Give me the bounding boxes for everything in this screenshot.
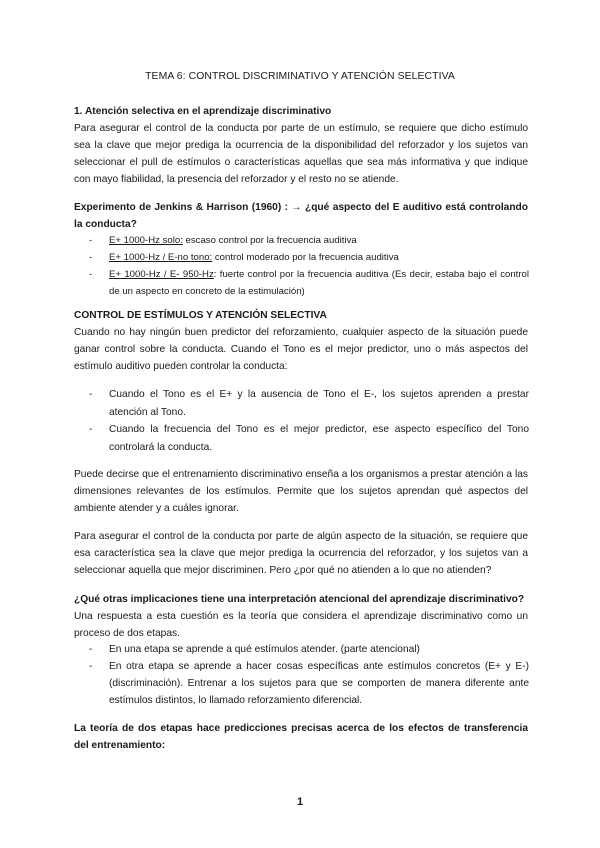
section2-heading: CONTROL DE ESTÍMULOS Y ATENCIÓN SELECTIVA <box>74 310 327 321</box>
condition-label: E+ 1000-Hz solo: <box>109 235 183 246</box>
section2-list <box>89 386 529 456</box>
section1-heading: 1. Atención selectiva en el aprendizaje discriminativo <box>74 106 332 117</box>
section2-paragraph2: Puede decirse que el entrenamiento discriminativo enseña a los organismos a prestar atención a las dimensiones relevantes de los estímulos. Permite que los sujetos aprendan qué aspectos del ambiente atender y a cuáles ignorar. <box>74 469 528 514</box>
page-title: TEMA 6: CONTROL DISCRIMINATIVO Y ATENCIÓN SELECTIVA <box>145 71 455 82</box>
section1-paragraph: Para asegurar el control de la conducta por parte de un estímulo, se requiere que dicho estímulo sea la clave que mejor prediga la ocurrencia de la disponibilidad del reforzador y los sujetos van seleccionar el pull de estímulos o características aquellas que sea más informativa y que indique con mayo fiabilidad, la presencia del reforzador y el resto no se atiende. <box>74 123 528 185</box>
list-item: - Cuando la frecuencia del Tono es el mejor predictor, ese aspecto específico del Tono controlará la conducta. <box>89 424 529 453</box>
section4-heading: La teoría de dos etapas hace predicciones precisas acerca de los efectos de transferencia del entrenamiento: <box>74 723 528 751</box>
list-item: - En una etapa se aprende a qué estímulos atender. (parte atencional) <box>89 644 420 655</box>
section3-paragraph: Una respuesta a esta cuestión es la teoría que considera el aprendizaje discriminativo como un proceso de dos etapas. <box>74 611 528 639</box>
condition-label: E+ 1000-Hz / E- 950-Hz <box>109 269 214 280</box>
list-item: - E+ 1000-Hz / E-no tono: control moderado por la frecuencia auditiva <box>89 252 399 263</box>
section2-paragraph3: Para asegurar el control de la conducta por parte de algún aspecto de la situación, se requiere que esa característica sea la clave que mejor prediga la ocurrencia del reforzador, y los sujetos van a seleccionar aquella que mejor discriminen. Pero ¿por qué no atienden a lo que no atienden? <box>74 531 528 576</box>
section3-list <box>89 641 529 709</box>
list-item: - En otra etapa se aprende a hacer cosas específicas ante estímulos concretos (E+ y E-) (discriminación). Entrenar a los sujetos para que se comporten de manera diferente ante estímulos distintos, lo llamado reforzamiento diferencial. <box>89 661 529 706</box>
page-number: 1 <box>296 796 304 808</box>
list-item: - E+ 1000-Hz / E- 950-Hz: fuerte control por la frecuencia auditiva (Es decir, estaba bajo el control de un aspecto en concreto de la estimulación) <box>89 269 529 297</box>
section2-paragraph: Cuando no hay ningún buen predictor del reforzamiento, cualquier aspecto de la situación puede ganar control sobre la conducta. Cuando el Tono es el mejor predictor, uno o más aspectos del estímulo auditivo pueden controlar la conducta: <box>74 327 528 372</box>
condition-label: E+ 1000-Hz / E-no tono: <box>109 252 213 263</box>
experiment-heading: Experimento de Jenkins & Harrison (1960) : → ¿qué aspecto del E auditivo está controlando la conducta? <box>74 202 528 230</box>
section3-heading: ¿Qué otras implicaciones tiene una interpretación atencional del aprendizaje discriminativo? <box>74 594 525 605</box>
list-item: - Cuando el Tono es el E+ y la ausencia de Tono el E-, los sujetos aprenden a prestar atención al Tono. <box>89 389 529 418</box>
list-item: - E+ 1000-Hz solo: escaso control por la frecuencia auditiva <box>89 235 357 246</box>
experiment-list <box>89 232 529 300</box>
